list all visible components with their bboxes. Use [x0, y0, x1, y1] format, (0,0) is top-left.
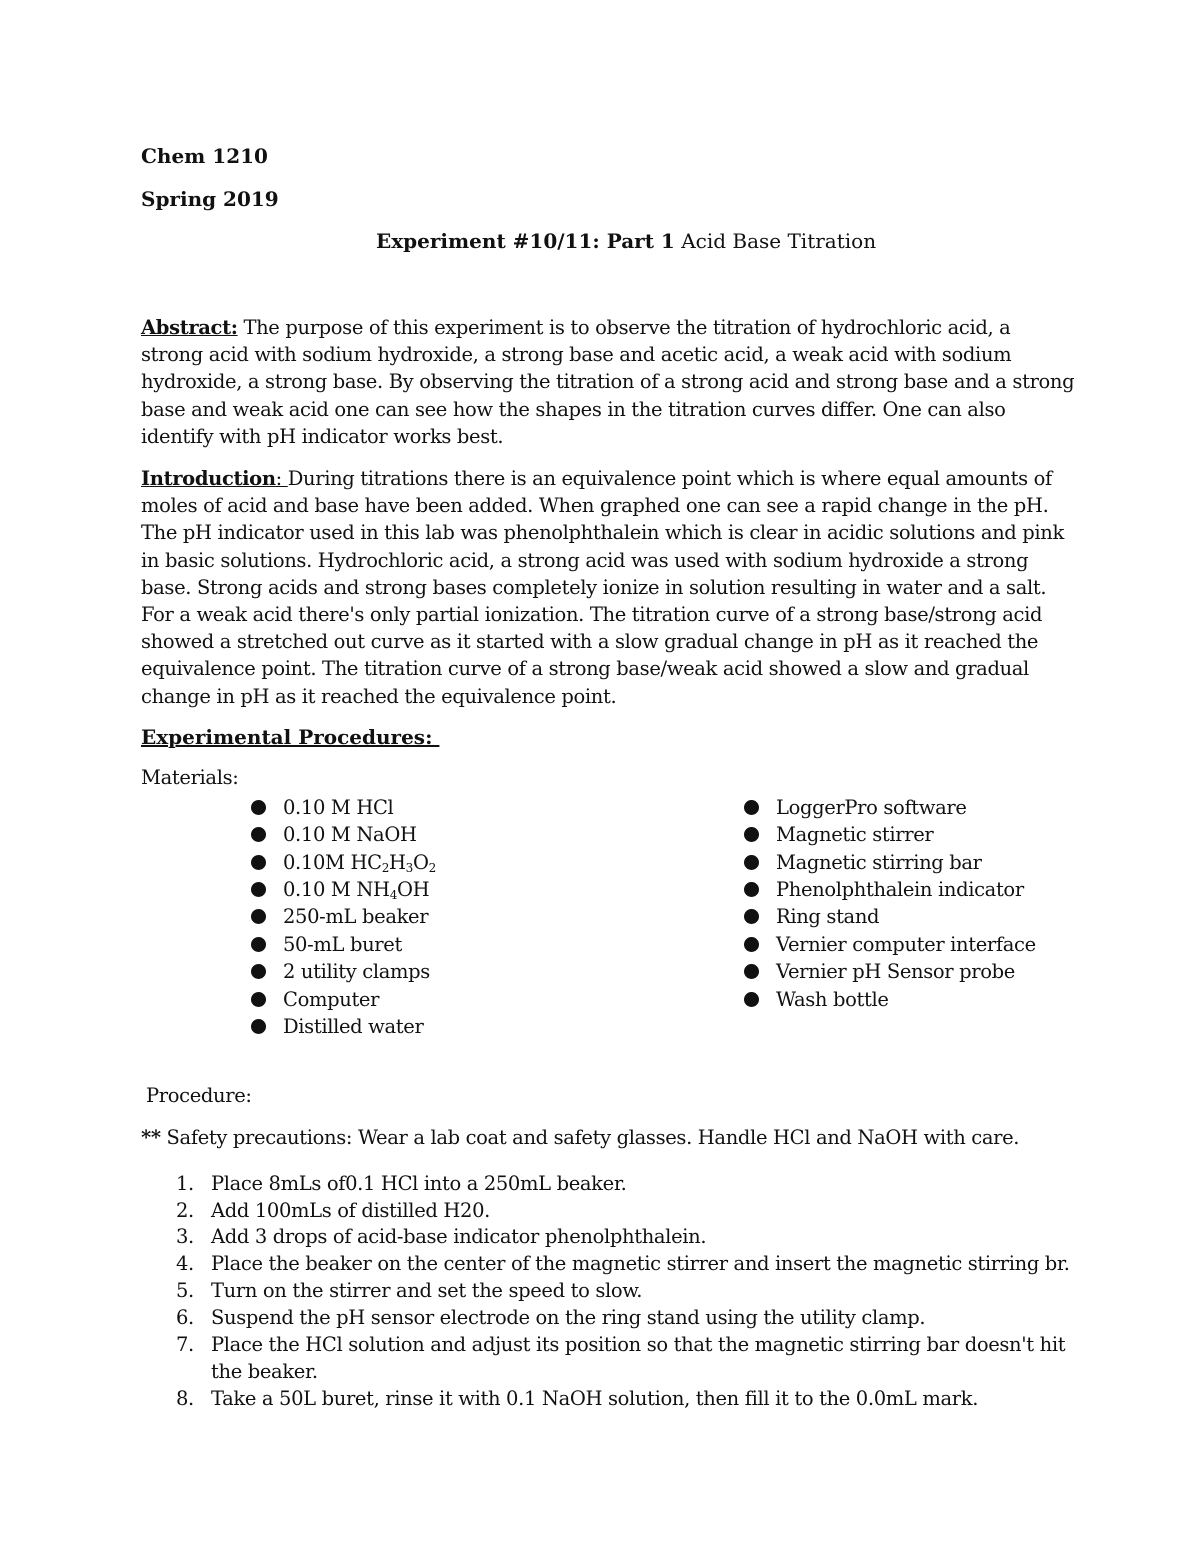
- introduction-line: change in pH as it reached the equivalence point.: [141, 684, 617, 708]
- bullet-icon: [251, 800, 266, 815]
- abstract-label: Abstract:: [141, 316, 238, 339]
- bullet-icon: [251, 937, 266, 952]
- abstract-line: identify with pH indicator works best.: [141, 424, 504, 448]
- introduction-paragraph: [141, 465, 1071, 710]
- abstract-line: hydroxide, a strong base. By observing the titration of a strong acid and strong base and a strong: [141, 370, 1075, 394]
- introduction-line: The pH indicator used in this lab was phenolphthalein which is clear in acidic solutions and pink: [141, 521, 1064, 545]
- bullet-icon: [744, 937, 759, 952]
- bullet-icon: [251, 882, 266, 897]
- bullet-icon: [251, 855, 266, 870]
- bullet-icon: [251, 827, 266, 842]
- course-name: Chem 1210: [141, 144, 268, 168]
- introduction-label: Introduction: [141, 467, 276, 490]
- safety-asterisks: **: [141, 1126, 161, 1149]
- introduction-label-suffix: :: [275, 467, 288, 490]
- term: Spring 2019: [141, 187, 279, 211]
- bullet-icon: [744, 964, 759, 979]
- safety-note: [141, 1126, 1019, 1149]
- introduction-line: base. Strong acids and strong bases completely ionize in solution resulting in water and a salt.: [141, 575, 1047, 599]
- formula-hc2h3o2: 0.10M $HC_2H_3O_2$: [283, 851, 436, 875]
- procedure-label: Procedure:: [146, 1084, 252, 1107]
- introduction-line: During titrations there is an equivalence point which is where equal amounts of: [287, 467, 1052, 490]
- experiment-name: Acid Base Titration: [681, 229, 877, 253]
- materials-label: Materials:: [141, 766, 239, 789]
- abstract-line: base and weak acid one can see how the shapes in the titration curves differ. One can also: [141, 397, 1006, 421]
- introduction-line: showed a stretched out curve as it started with a slow gradual change in pH as it reached the: [141, 630, 1039, 654]
- introduction-line: For a weak acid there's only partial ionization. The titration curve of a strong base/strong acid: [141, 603, 1043, 627]
- abstract-line: The purpose of this experiment is to observe the titration of hydrochloric acid, a: [237, 316, 1011, 339]
- bullet-icon: [744, 992, 759, 1007]
- bullet-icon: [744, 855, 759, 870]
- bullet-icon: [251, 964, 266, 979]
- introduction-line: moles of acid and base have been added. When graphed one can see a rapid change in the pH.: [141, 494, 1049, 518]
- bullet-icon: [744, 827, 759, 842]
- formula-nh4oh: 0.10 M $NH_4OH$: [283, 878, 430, 902]
- procedures-heading: Experimental Procedures:: [141, 725, 440, 749]
- introduction-line: equivalence point. The titration curve of a strong base/weak acid showed a slow and gradual: [141, 657, 1029, 681]
- abstract-paragraph: [141, 314, 1075, 450]
- experiment-label: Experiment #10/11: Part 1: [376, 229, 675, 253]
- bullet-icon: [744, 909, 759, 924]
- bullet-icon: [251, 1019, 266, 1034]
- introduction-line: in basic solutions. Hydrochloric acid, a strong acid was used with sodium hydroxide a strong: [141, 548, 1029, 572]
- abstract-line: strong acid with sodium hydroxide, a strong base and acetic acid, a weak acid with sodium: [141, 343, 1012, 367]
- bullet-icon: [251, 909, 266, 924]
- bullet-icon: [744, 882, 759, 897]
- experiment-title: [376, 229, 876, 253]
- bullet-icon: [251, 992, 266, 1007]
- bullet-icon: [744, 800, 759, 815]
- safety-text: Safety precautions: Wear a lab coat and safety glasses. Handle HCl and NaOH with care.: [160, 1126, 1020, 1149]
- document-page: Chem 1210 Spring 2019 Experiment #10/11: Part 1 Acid Base Titration Abstract: The purpose of this experiment is to observe the titration of hydrochloric acid, a strong acid with sodium hydroxide, a strong base and acetic acid, a weak acid with sodium hydroxide, a strong base. By observing the titration of a strong acid and strong base and a strong base and weak acid one can see how the shapes in the titration curves differ. One can also identify with pH indicator works best. Introduction: During titrations there is an equivalence point which is where equal amounts of moles of acid and base have been added. When graphed one can see a rapid change in the pH. The pH indicator used in this lab was phenolphthalein which is clear in acidic solutions and pink in basic solutions. Hydrochloric acid, a strong acid was used with sodium hydroxide a strong base. Strong acids and strong bases completely ionize in solution resulting in water and a salt. For a weak acid there's only partial ionization. The titration curve of a strong base/strong acid showed a stretched out curve as it started with a slow gradual change in pH as it reached the equivalence point. The titration curve of a strong base/weak acid showed a slow and gradual change in pH as it reached the equivalence point. Experimental Procedures: Materials: 0.10 M HCl 0.10 M NaOH 0.10M $HC_2H_3O_2$ 0.10 M $NH_4OH$ 250-mL beaker 50-mL buret 2 utility clamps Computer Distilled water LoggerPro software Magnetic stirrer Magnetic stirring bar Phenolphthalein indicator Ring stand Vernier computer interface Vernier pH Sensor probe Wash bottle Procedure: ** Safety precautions: Wear a lab coat and safety glasses. Handle HCl and NaOH with care. 1. Place 8mLs of0.1 HCl into a 250mL beaker. 2. Add 100mLs of distilled H20. 3. Add 3 drops of acid-base indicator phenolphthalein. 4. Place the beaker on the center of the magnetic stirrer and insert the magnetic stirring br. 5. Turn on the stirrer and set the speed to slow. 6. Suspend the pH sensor electrode on the ring stand using the utility clamp. 7. Place the HCl solution and adjust its position so that the magnetic stirring bar doesn't hit the beaker. 8. Take a 50L buret, rinse it with 0.1 NaOH solution, then fill it to the 0.0mL mark.: [141, 144, 1075, 1410]
